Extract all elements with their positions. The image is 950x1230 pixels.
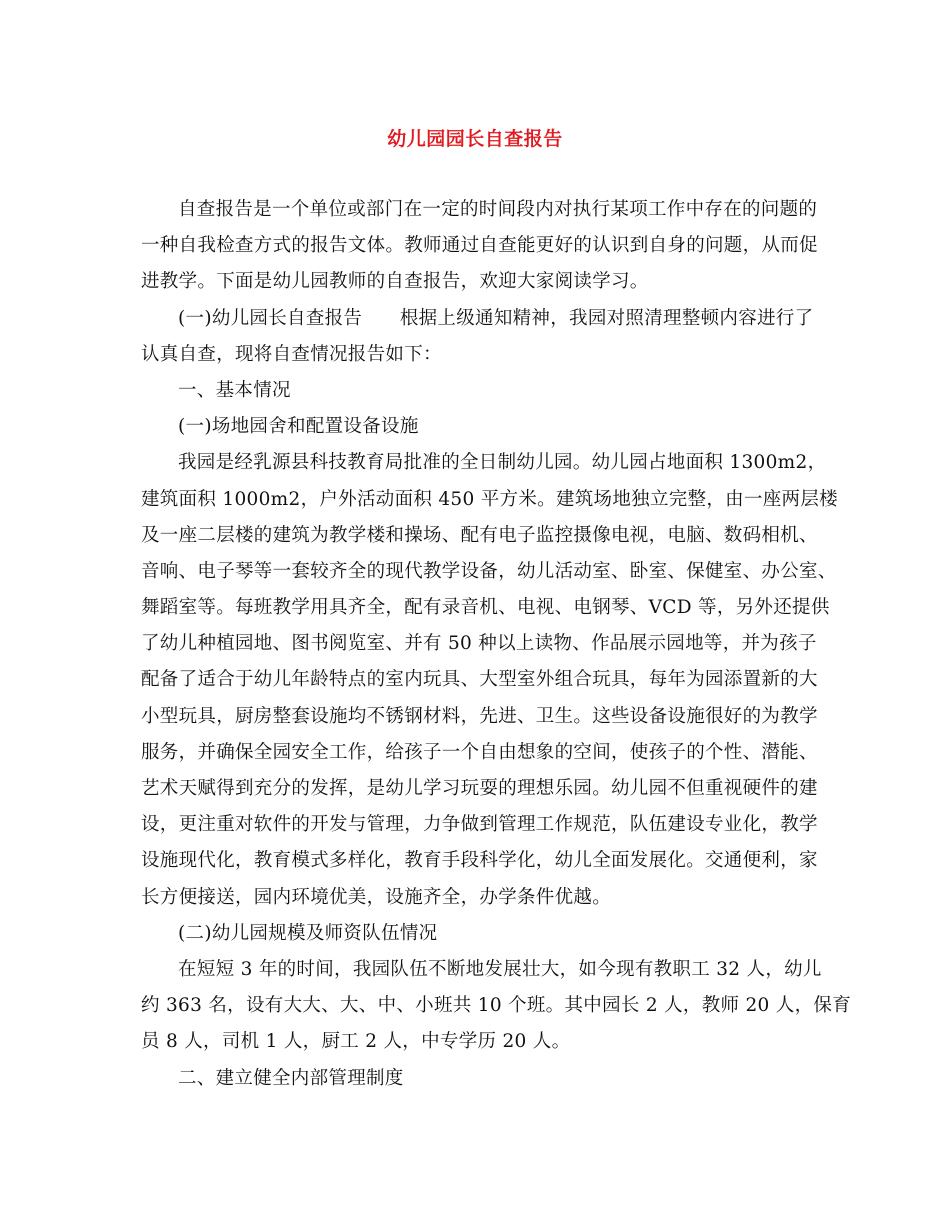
text-line: (一)幼儿园长自查报告 根据上级通知精神，我园对照清理整顿内容进行了 bbox=[178, 307, 814, 329]
text-line: 一、基本情况 bbox=[178, 379, 291, 401]
text-line: (一)场地园舍和配置设备设施 bbox=[178, 416, 419, 438]
text-line: 一种自我检查方式的报告文体。教师通过自查能更好的认识到自身的问题，从而促 bbox=[141, 235, 818, 257]
text-line: (二)幼儿园规模及师资队伍情况 bbox=[178, 922, 438, 944]
text-line: 音响、电子琴等一套较齐全的现代教学设备，幼儿活动室、卧室、保健室、办公室、 bbox=[141, 560, 837, 582]
text-line: 配备了适合于幼儿年龄特点的室内玩具、大型室外组合玩具，每年为园添置新的大 bbox=[141, 669, 818, 691]
text-line: 小型玩具，厨房整套设施均不锈钢材料，先进、卫生。这些设备设施很好的为教学 bbox=[141, 705, 818, 727]
text-line: 认真自查，现将自查情况报告如下： bbox=[141, 343, 442, 365]
text-line: 设施现代化，教育模式多样化，教育手段科学化，幼儿全面发展化。交通便利，家 bbox=[141, 850, 818, 872]
text-line: 员 8 人，司机 1 人，厨工 2 人，中专学历 20 人。 bbox=[141, 1031, 571, 1053]
text-line: 艺术天赋得到充分的发挥，是幼儿学习玩耍的理想乐园。幼儿园不但重视硬件的建 bbox=[141, 778, 818, 799]
text-line: 长方便接送，园内环境优美，设施齐全，办学条件优越。 bbox=[141, 886, 612, 908]
text-line: 及一座二层楼的建筑为教学楼和操场、配有电子监控摄像电视，电脑、数码相机、 bbox=[141, 524, 818, 546]
text-line: 服务，并确保全园安全工作，给孩子一个自由想象的空间，使孩子的个性、潜能、 bbox=[141, 741, 818, 763]
text-line: 建筑面积 1000m2，户外活动面积 450 平方米。建筑场地独立完整，由一座两层楼 bbox=[141, 488, 838, 510]
text-line: 进教学。下面是幼儿园教师的自查报告，欢迎大家阅读学习。 bbox=[141, 271, 649, 293]
text-line: 设，更注重对软件的开发与管理，力争做到管理工作规范，队伍建设专业化，教学 bbox=[141, 814, 818, 836]
text-line: 在短短 3 年的时间，我园队伍不断地发展壮大，如今现有教职工 32 人，幼儿 bbox=[178, 958, 822, 980]
text-line: 舞蹈室等。每班教学用具齐全，配有录音机、电视、电钢琴、VCD 等，另外还提供 bbox=[141, 597, 830, 619]
text-line: 了幼儿种植园地、图书阅览室、并有 50 种以上读物、作品展示园地等，并为孩子 bbox=[141, 633, 817, 655]
text-line: 我园是经乳源县科技教育局批准的全日制幼儿园。幼儿园占地面积 1300m2， bbox=[178, 452, 827, 474]
document-body bbox=[141, 192, 852, 1097]
text-line: 约 363 名，设有大大、大、中、小班共 10 个班。其中园长 2 人，教师 20 人，保育 bbox=[141, 995, 852, 1017]
text-line: 二、建立健全内部管理制度 bbox=[178, 1067, 404, 1089]
document-title: 幼儿园园长自查报告 bbox=[387, 128, 563, 150]
text-line: 自查报告是一个单位或部门在一定的时间段内对执行某项工作中存在的问题的 bbox=[178, 199, 818, 220]
